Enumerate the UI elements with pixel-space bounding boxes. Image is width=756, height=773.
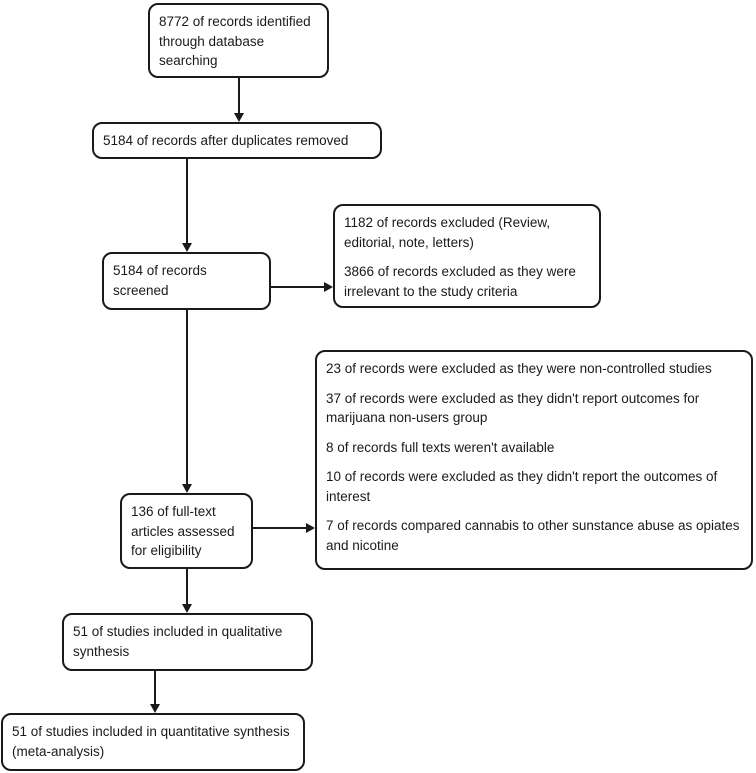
fulltext-exclusion-reason-1: 23 of records were excluded as they were non-controlled studies (326, 361, 712, 376)
fulltext-exclusion-reason-5: 7 of records compared cannabis to other sunstance abuse as opiates and nicotine (326, 518, 740, 553)
records-screened-text: 5184 of records screened (113, 263, 207, 298)
screening-exclusion-reason-2: 3866 of records excluded as they were irrelevant to the study criteria (344, 264, 576, 299)
arrowhead-fulltext-to-exclusions (306, 523, 315, 533)
connector-fulltext-to-exclusions (253, 527, 307, 529)
qualitative-synthesis-text: 51 of studies included in qualitative synthesis (73, 624, 283, 659)
connector-screened-to-exclusions (271, 286, 325, 288)
box-records-screened (102, 252, 271, 310)
duplicates-removed-text: 5184 of records after duplicates removed (103, 133, 349, 148)
box-qualitative-synthesis (62, 613, 313, 671)
box-quantitative-synthesis (1, 713, 305, 771)
arrowhead-screened-to-exclusions (324, 282, 333, 292)
arrowhead-identified-to-duplicates (234, 113, 244, 122)
box-screening-exclusions (333, 204, 601, 308)
fulltext-exclusion-reason-4: 10 of records were excluded as they didn't report the outcomes of interest (326, 469, 718, 504)
fulltext-exclusion-reason-3: 8 of records full texts weren't available (326, 439, 555, 455)
fulltext-assessed-text: 136 of full-text articles assessed for eligibility (131, 504, 235, 559)
arrowhead-fulltext-to-qualitative (182, 604, 192, 613)
connector-screened-to-fulltext (186, 310, 188, 485)
connector-identified-to-duplicates (238, 78, 240, 114)
records-identified-text: 8772 of records identified through database searching (159, 14, 311, 69)
connector-fulltext-to-qualitative (186, 569, 188, 605)
box-records-identified (148, 3, 329, 78)
box-fulltext-assessed (120, 493, 253, 569)
box-duplicates-removed (92, 122, 382, 159)
box-fulltext-exclusions (315, 350, 753, 570)
connector-qualitative-to-quantitative (154, 671, 156, 705)
fulltext-exclusion-reason-2: 37 of records were excluded as they didn't report outcomes for marijuana non-users group (326, 390, 700, 426)
arrowhead-duplicates-to-screened (182, 243, 192, 252)
quantitative-synthesis-text: 51 of studies included in quantitative synthesis (meta-analysis) (12, 724, 290, 759)
connector-duplicates-to-screened (186, 159, 188, 244)
screening-exclusion-reason-1: 1182 of records excluded (Review, editorial, note, letters) (344, 215, 551, 250)
arrowhead-qualitative-to-quantitative (150, 704, 160, 713)
arrowhead-screened-to-fulltext (182, 484, 192, 493)
